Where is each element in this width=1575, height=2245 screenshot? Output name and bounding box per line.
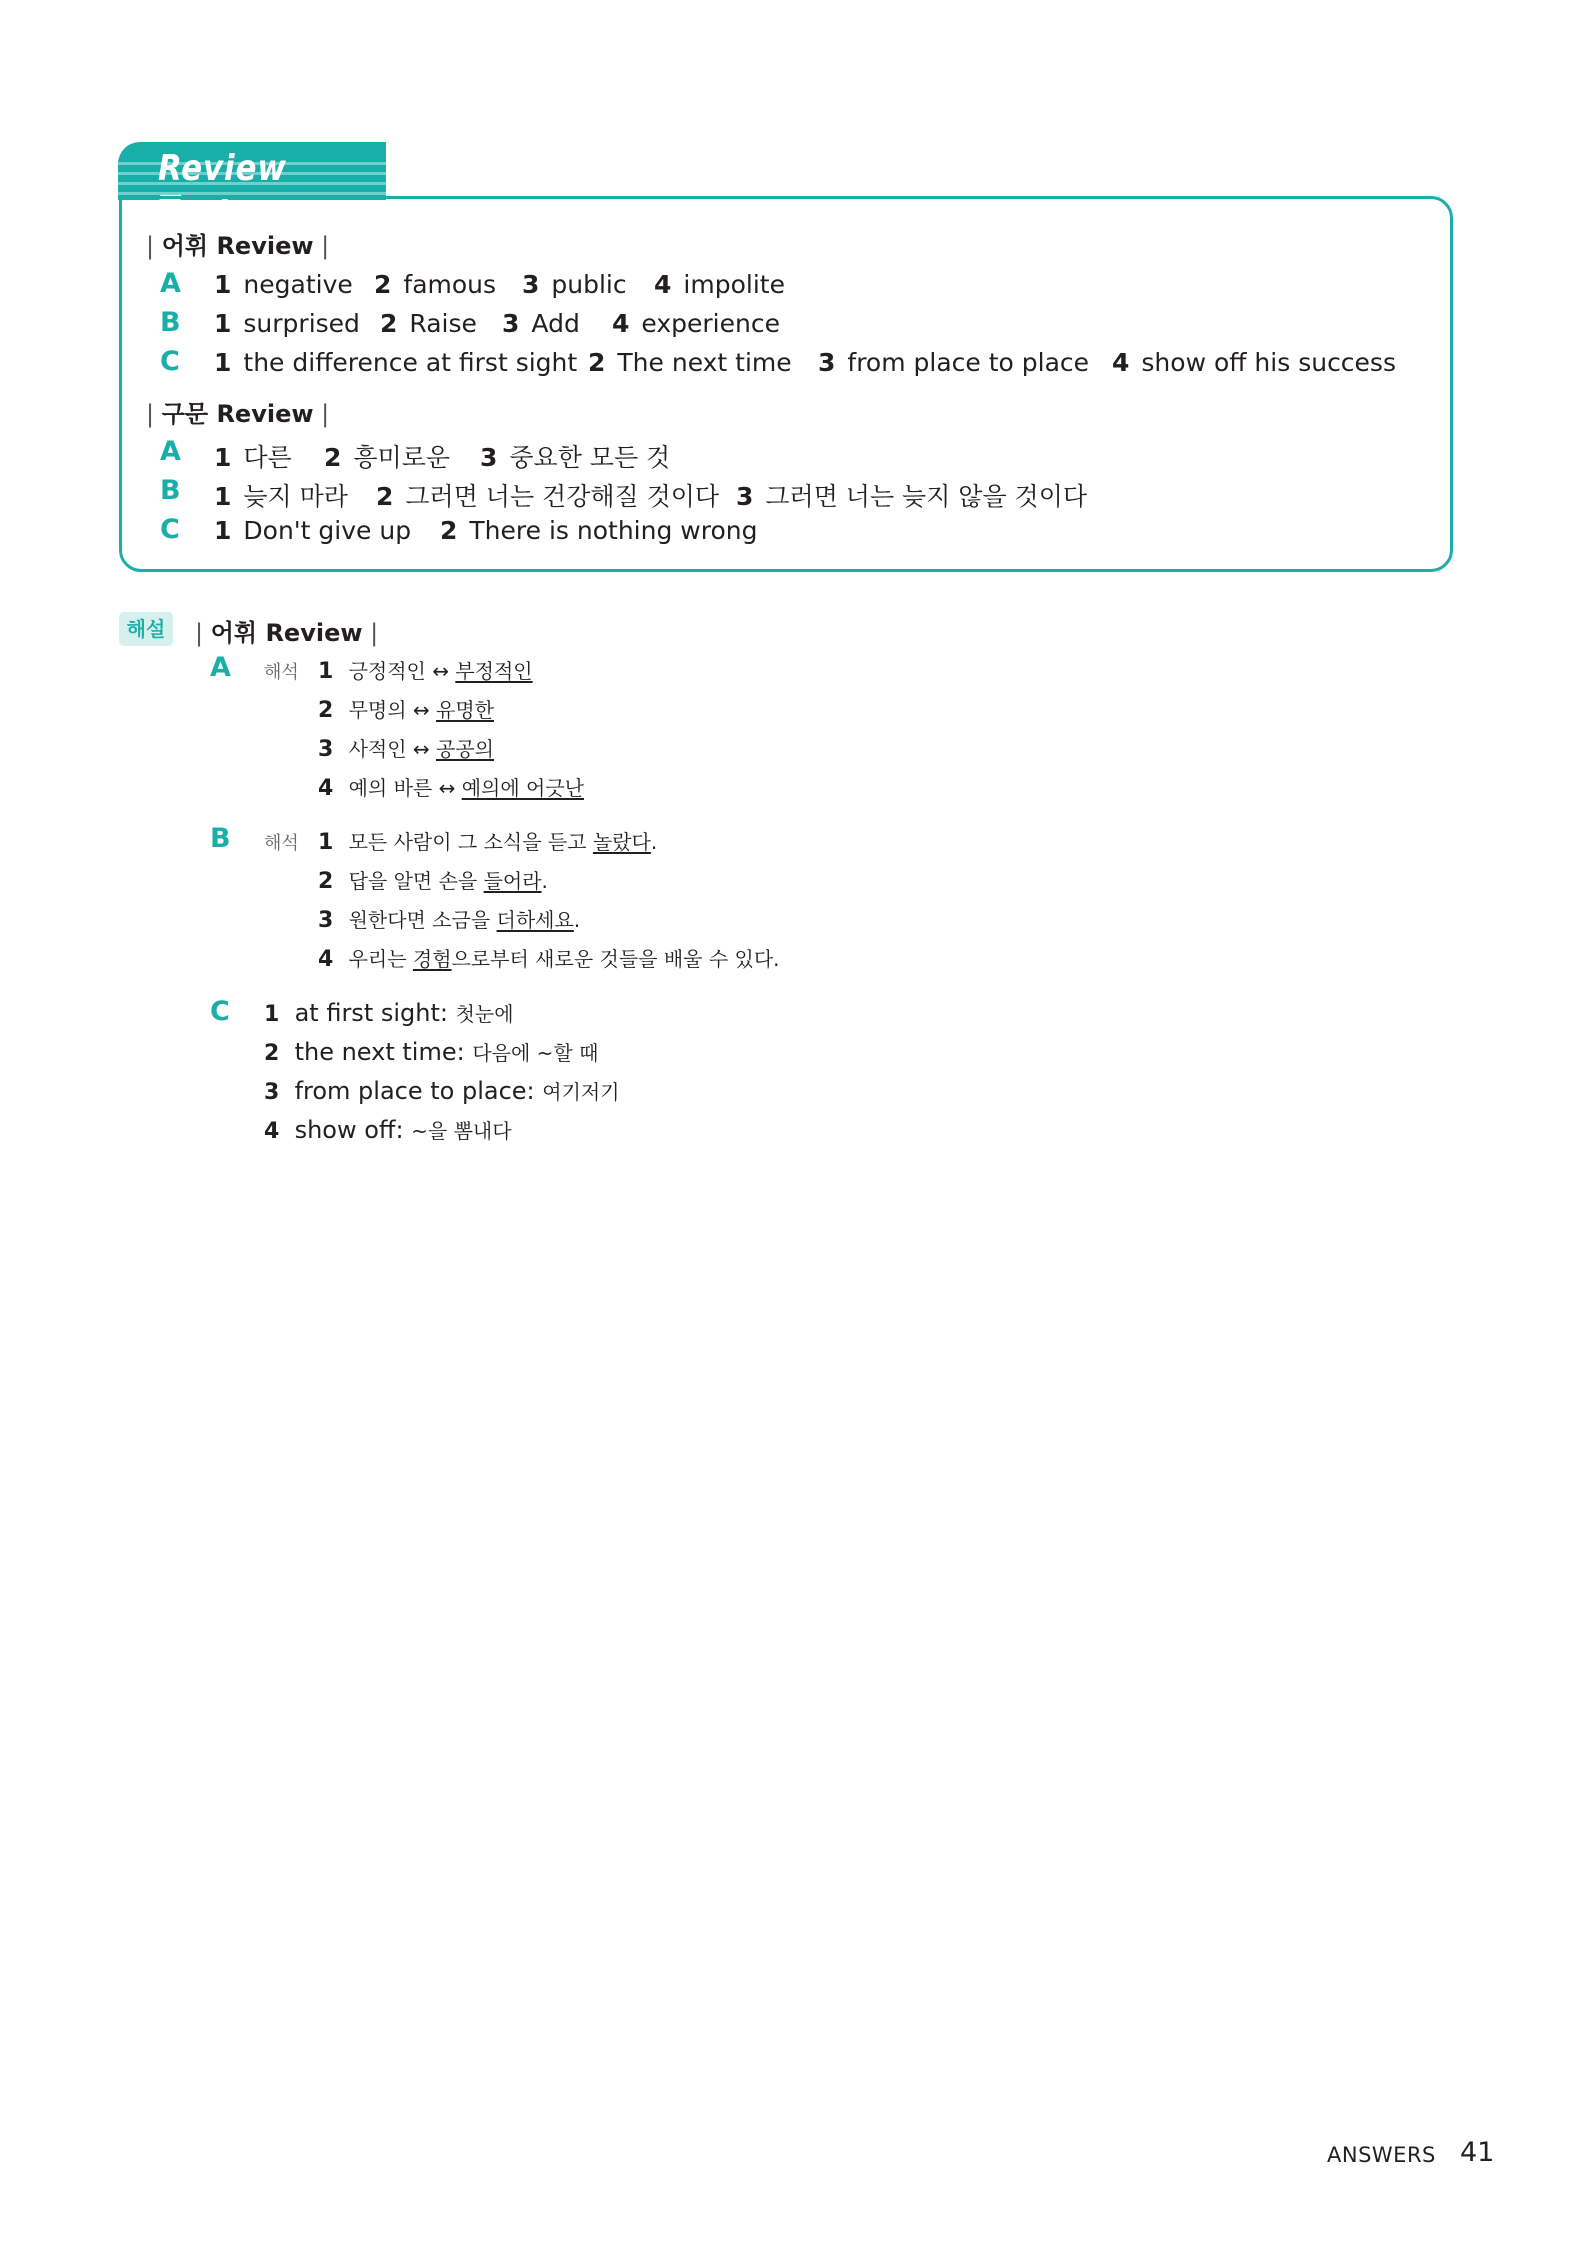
vocab-b-2: 2 Raise bbox=[380, 309, 477, 338]
syntax-a-2: 2 흥미로운 bbox=[324, 443, 451, 472]
explanation-b-haeseok: 해석 bbox=[264, 833, 299, 854]
explanation-b-letter: B bbox=[210, 823, 231, 854]
review-test-tab bbox=[118, 142, 386, 230]
syntax-a-1: 1 다른 bbox=[214, 443, 292, 472]
explanation-c-line-2: 2 the next time: 다음에 ~할 때 bbox=[264, 1038, 599, 1066]
explanation-c-line-3: 3 from place to place: 여기저기 bbox=[264, 1077, 620, 1105]
vocab-c-2: 2 The next time bbox=[588, 348, 792, 377]
explanation-c-line-4: 4 show off: ~을 뽐내다 bbox=[264, 1116, 512, 1144]
explanation-b-line-1: 1 모든 사람이 그 소식을 듣고 놀랐다. bbox=[318, 830, 658, 855]
explanation-b-line-2: 2 답을 알면 손을 들어라. bbox=[318, 869, 548, 894]
syntax-row-b: B bbox=[160, 475, 181, 506]
review-test-title: Review Test bbox=[158, 148, 287, 230]
vocab-a-3: 3 public bbox=[522, 270, 627, 299]
explanation-c-line-1: 1 at first sight: 첫눈에 bbox=[264, 999, 514, 1027]
vocab-row-c: C bbox=[160, 346, 180, 377]
explanation-c-letter: C bbox=[210, 996, 230, 1027]
explanation-b-line-4: 4 우리는 경험으로부터 새로운 것들을 배울 수 있다. bbox=[318, 947, 780, 972]
vocab-c-3: 3 from place to place bbox=[818, 348, 1090, 377]
vocab-row-b: B bbox=[160, 307, 181, 338]
explanation-a-haeseok: 해석 bbox=[264, 662, 299, 683]
vocab-a-2: 2 famous bbox=[374, 270, 497, 299]
vocab-review-header: | 어휘 Review | bbox=[146, 232, 330, 260]
vocab-c-4: 4 show off his success bbox=[1112, 348, 1396, 377]
explanation-a-line-2: 2 무명의 ↔ 유명한 bbox=[318, 698, 494, 723]
vocab-row-a: A bbox=[160, 268, 181, 299]
syntax-row-c: C bbox=[160, 514, 180, 545]
vocab-c-1: 1 the difference at first sight bbox=[214, 348, 578, 377]
syntax-a-3: 3 중요한 모든 것 bbox=[480, 443, 671, 472]
explanation-a-letter: A bbox=[210, 652, 231, 683]
vocab-b-4: 4 experience bbox=[612, 309, 780, 338]
explanation-a-line-3: 3 사적인 ↔ 공공의 bbox=[318, 737, 494, 762]
syntax-c-2: 2 There is nothing wrong bbox=[440, 516, 758, 545]
syntax-b-3: 3 그러면 너는 늦지 않을 것이다 bbox=[736, 482, 1087, 511]
syntax-c-1: 1 Don't give up bbox=[214, 516, 412, 545]
explanation-b-line-3: 3 원한다면 소금을 더하세요. bbox=[318, 908, 581, 933]
vocab-b-1: 1 surprised bbox=[214, 309, 360, 338]
syntax-b-1: 1 늦지 마라 bbox=[214, 482, 348, 511]
vocab-b-3: 3 Add bbox=[502, 309, 580, 338]
syntax-row-a: A bbox=[160, 436, 181, 467]
vocab-a-1: 1 negative bbox=[214, 270, 353, 299]
explanation-vocab-header: | 어휘 Review | bbox=[195, 619, 379, 647]
vocab-a-4: 4 impolite bbox=[654, 270, 785, 299]
footer-section-label: ANSWERS bbox=[1327, 2143, 1436, 2167]
syntax-b-2: 2 그러면 너는 건강해질 것이다 bbox=[376, 482, 720, 511]
explanation-badge: 해설 bbox=[119, 612, 173, 646]
syntax-review-header: | 구문 Review | bbox=[146, 400, 330, 428]
explanation-a-line-1: 1 긍정적인 ↔ 부정적인 bbox=[318, 659, 533, 684]
explanation-a-line-4: 4 예의 바른 ↔ 예의에 어긋난 bbox=[318, 776, 584, 801]
page-number: 41 bbox=[1460, 2137, 1495, 2168]
